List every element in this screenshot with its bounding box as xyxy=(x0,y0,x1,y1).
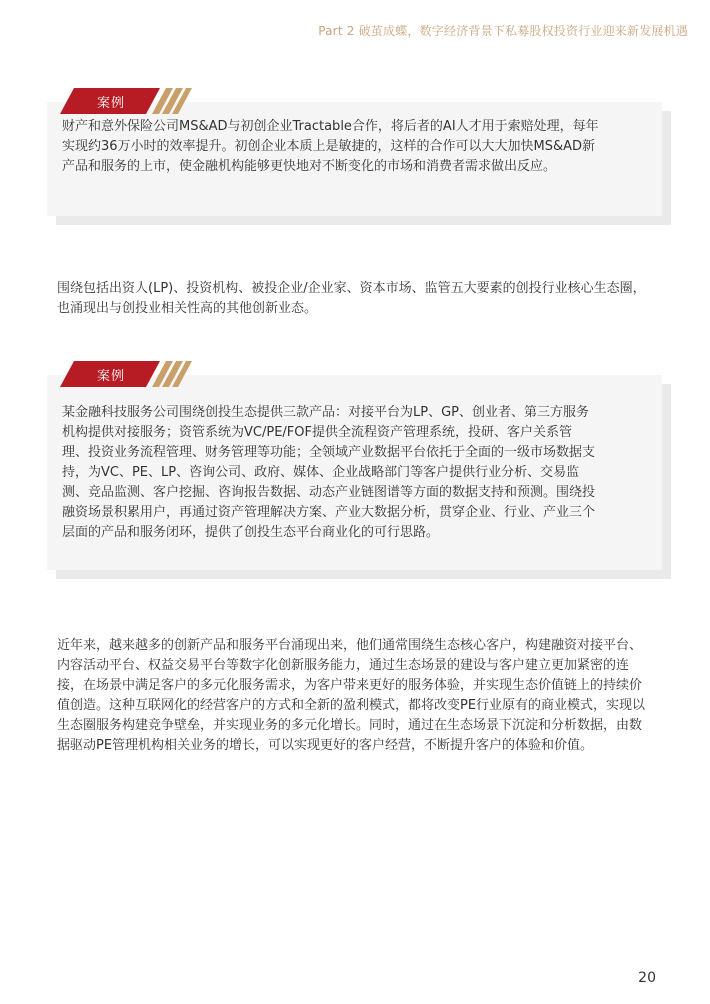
paragraph-2 xyxy=(57,636,657,756)
case-tag-label: 案例 xyxy=(97,96,126,111)
case-tag-ribbon-icon xyxy=(60,361,210,387)
paragraph-2-line: 生态圈服务构建竞争壁垒，并实现业务的多元化增长。同时，通过在生态场景下沉淀和分析数据，由数 xyxy=(57,718,643,733)
case-tag-1 xyxy=(60,88,210,114)
paragraph-2-line: 接，在场景中满足客户的多元化服务需求，为客户带来更好的服务体验，并实现生态价值链上的持续价 xyxy=(57,678,643,693)
page-number: 20 xyxy=(638,970,656,986)
case-2-line: 融资场景积累用户，再通过资产管理解决方案、产业大数据分析，贯穿企业、行业、产业三个 xyxy=(62,505,596,520)
paragraph-2-line: 近年来，越来越多的创新产品和服务平台涌现出来，他们通常围绕生态核心客户，构建融资对接平台、 xyxy=(57,638,643,653)
case-1-line: 财产和意外保险公司MS&AD与初创企业Tractable合作，将后者的AI人才用于索赔处理，每年 xyxy=(62,119,599,134)
case-box-2 xyxy=(47,369,662,570)
paragraph-1-line: 围绕包括出资人(LP)、投资机构、被投企业/企业家、资本市场、监管五大要素的创投行业核心生态圈， xyxy=(57,281,646,296)
case-tag-2 xyxy=(60,361,210,387)
case-2-line: 层面的产品和服务闭环，提供了创投生态平台商业化的可行思路。 xyxy=(62,525,440,540)
case-1-text xyxy=(62,117,644,177)
case-2-line: 某金融科技服务公司围绕创投生态提供三款产品：对接平台为LP、GP、创业者、第三方服务 xyxy=(62,405,589,420)
paragraph-1-line: 也涌现出与创投业相关性高的其他创新业态。 xyxy=(57,301,318,316)
case-2-line: 持，为VC、PE、LP、咨询公司、政府、媒体、企业战略部门等客户提供行业分析、交易监 xyxy=(62,465,580,480)
case-1-line: 产品和服务的上市，使金融机构能够更快地对不断变化的市场和消费者需求做出反应。 xyxy=(62,159,557,174)
case-1-line: 实现约36万小时的效率提升。初创企业本质上是敏捷的，这样的合作可以大大加快MS&AD新 xyxy=(62,139,596,154)
case-2-line: 测、竞品监测、客户挖掘、咨询报告数据、动态产业链图谱等方面的数据支持和预测。围绕投 xyxy=(62,485,596,500)
case-2-text xyxy=(62,403,644,543)
case-tag-label: 案例 xyxy=(97,369,126,384)
paragraph-1 xyxy=(57,279,657,319)
paragraph-2-line: 值创造。这种互联网化的经营客户的方式和全新的盈利模式，都将改变PE行业原有的商业模式，实现以 xyxy=(57,698,646,713)
case-tag-ribbon-icon xyxy=(60,88,210,114)
page-header-title: Part 2 破茧成蝶，数字经济背景下私募股权投资行业迎来新发展机遇 xyxy=(318,24,688,38)
paragraph-2-line: 内容活动平台、权益交易平台等数字化创新服务能力，通过生态场景的建设与客户建立更加紧密的连 xyxy=(57,658,630,673)
case-2-line: 机构提供对接服务；资管系统为VC/PE/FOF提供全流程资产管理系统，投研、客户关系管 xyxy=(62,425,572,440)
paragraph-2-line: 据驱动PE管理机构相关业务的增长，可以实现更好的客户经营，不断提升客户的体验和价值。 xyxy=(57,738,594,753)
case-box-1 xyxy=(47,96,662,216)
case-2-line: 理、投资业务流程管理、财务管理等功能；全领域产业数据平台依托于全面的一级市场数据支 xyxy=(62,445,596,460)
